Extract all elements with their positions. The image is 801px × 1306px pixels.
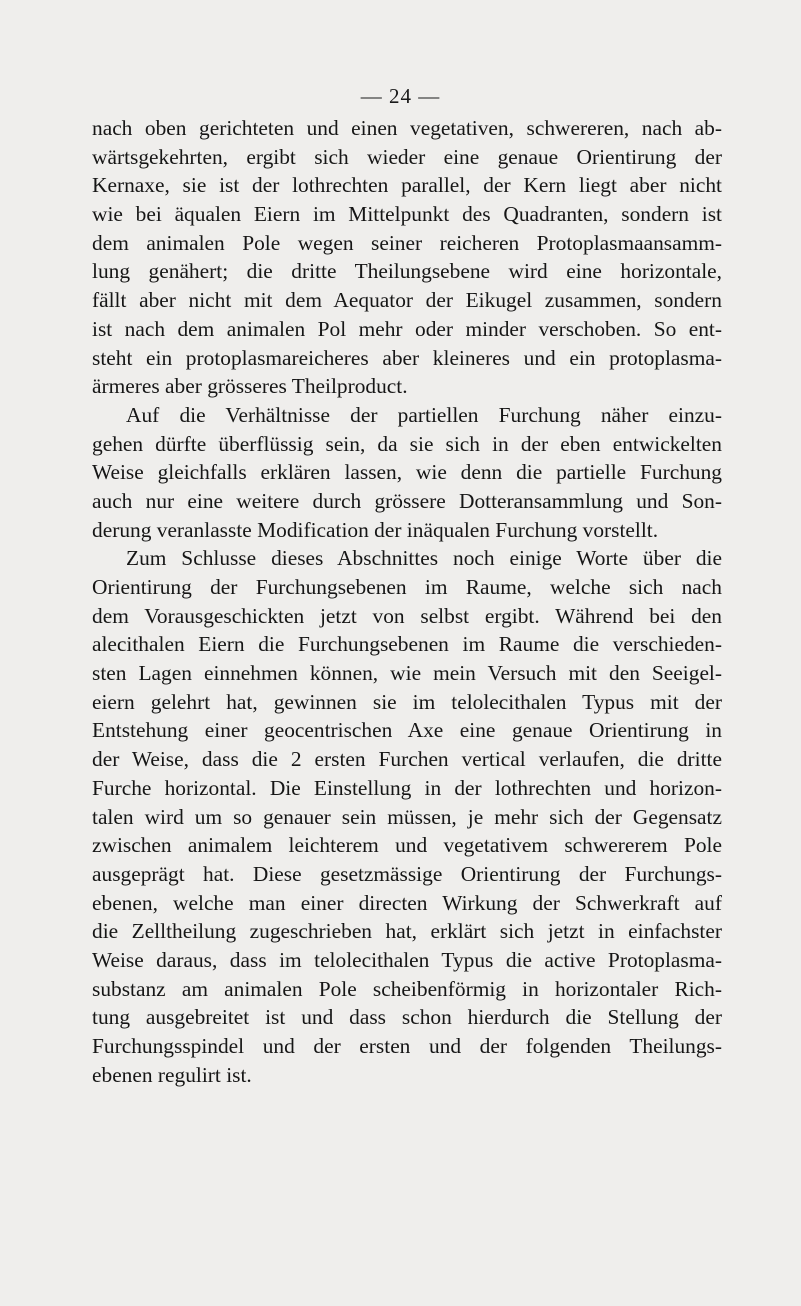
page-number: — 24 — — [360, 84, 441, 108]
text-line: tung ausgebreitet ist und dass schon hierdurch die Stellung der — [92, 1005, 722, 1030]
text-line: fällt aber nicht mit dem Aequator der Eikugel zusammen, sondern — [92, 288, 722, 313]
text-line: Entstehung einer geocentrischen Axe eine genaue Orientirung in — [92, 718, 722, 743]
text-line: wärtsgekehrten, ergibt sich wieder eine genaue Orientirung der — [92, 144, 722, 169]
text-line: Orientirung der Furchungsebenen im Raume, welche sich nach — [92, 575, 722, 599]
text-line: substanz am animalen Pole scheibenförmig in horizontaler Rich- — [92, 976, 722, 1001]
text-line: talen wird um so genauer sein müssen, je mehr sich der Gegensatz — [92, 804, 722, 829]
text-line: wie bei äqualen Eiern im Mittelpunkt des Quadranten, sondern ist — [92, 202, 722, 227]
text-line: Furche horizontal. Die Einstellung in der lothrechten und horizon- — [92, 775, 722, 800]
text-line: Weise gleichfalls erklären lassen, wie denn die partielle Furchung — [92, 460, 722, 485]
body-text — [92, 114, 722, 1089]
text-line: derung veranlasste Modification der inäqualen Furchung vorstellt. — [92, 517, 659, 542]
text-line: Auf die Verhältnisse der partiellen Furchung näher einzu- — [126, 402, 722, 427]
text-line: ärmeres aber grösseres Theilproduct. — [92, 374, 408, 399]
text-line: sten Lagen einnehmen können, wie mein Versuch mit den Seeigel- — [92, 661, 722, 686]
text-line: eiern gelehrt hat, gewinnen sie im telolecithalen Typus mit der — [92, 689, 722, 714]
text-line: ebenen, welche man einer directen Wirkung der Schwerkraft auf — [92, 890, 722, 915]
text-line: dem Vorausgeschickten jetzt von selbst ergibt. Während bei den — [92, 603, 722, 628]
text-line: alecithalen Eiern die Furchungsebenen im Raume die verschieden- — [92, 632, 722, 657]
text-line: der Weise, dass die 2 ersten Furchen vertical verlaufen, die dritte — [92, 747, 722, 772]
text-line: lung genähert; die dritte Theilungsebene wird eine horizontale, — [92, 259, 722, 284]
text-line: die Zelltheilung zugeschrieben hat, erklärt sich jetzt in einfachster — [92, 919, 722, 944]
text-line: Furchungsspindel und der ersten und der folgenden Theilungs- — [92, 1034, 722, 1058]
text-line: steht ein protoplasmareicheres aber kleineres und ein protoplasma- — [92, 345, 722, 370]
text-line: nach oben gerichteten und einen vegetativen, schwereren, nach ab- — [92, 116, 722, 140]
text-line: Kernaxe, sie ist der lothrechten parallel, der Kern liegt aber nicht — [92, 173, 722, 198]
text-line: Weise daraus, dass im telolecithalen Typus die active Protoplasma- — [92, 947, 722, 972]
text-line: gehen dürfte überflüssig sein, da sie sich in der eben entwickelten — [92, 431, 722, 456]
text-line: ausgeprägt hat. Diese gesetzmässige Orientirung der Furchungs- — [92, 861, 722, 886]
text-line: auch nur eine weitere durch grössere Dotteransammlung und Son- — [92, 488, 722, 513]
text-line: Zum Schlusse dieses Abschnittes noch einige Worte über die — [126, 546, 722, 571]
text-line: ist nach dem animalen Pol mehr oder minder verschoben. So ent- — [92, 316, 722, 341]
text-line: zwischen animalem leichterem und vegetativem schwererem Pole — [92, 833, 722, 858]
text-line: dem animalen Pole wegen seiner reicheren Protoplasmaansamm- — [92, 230, 722, 255]
text-line: ebenen regulirt ist. — [92, 1062, 252, 1087]
